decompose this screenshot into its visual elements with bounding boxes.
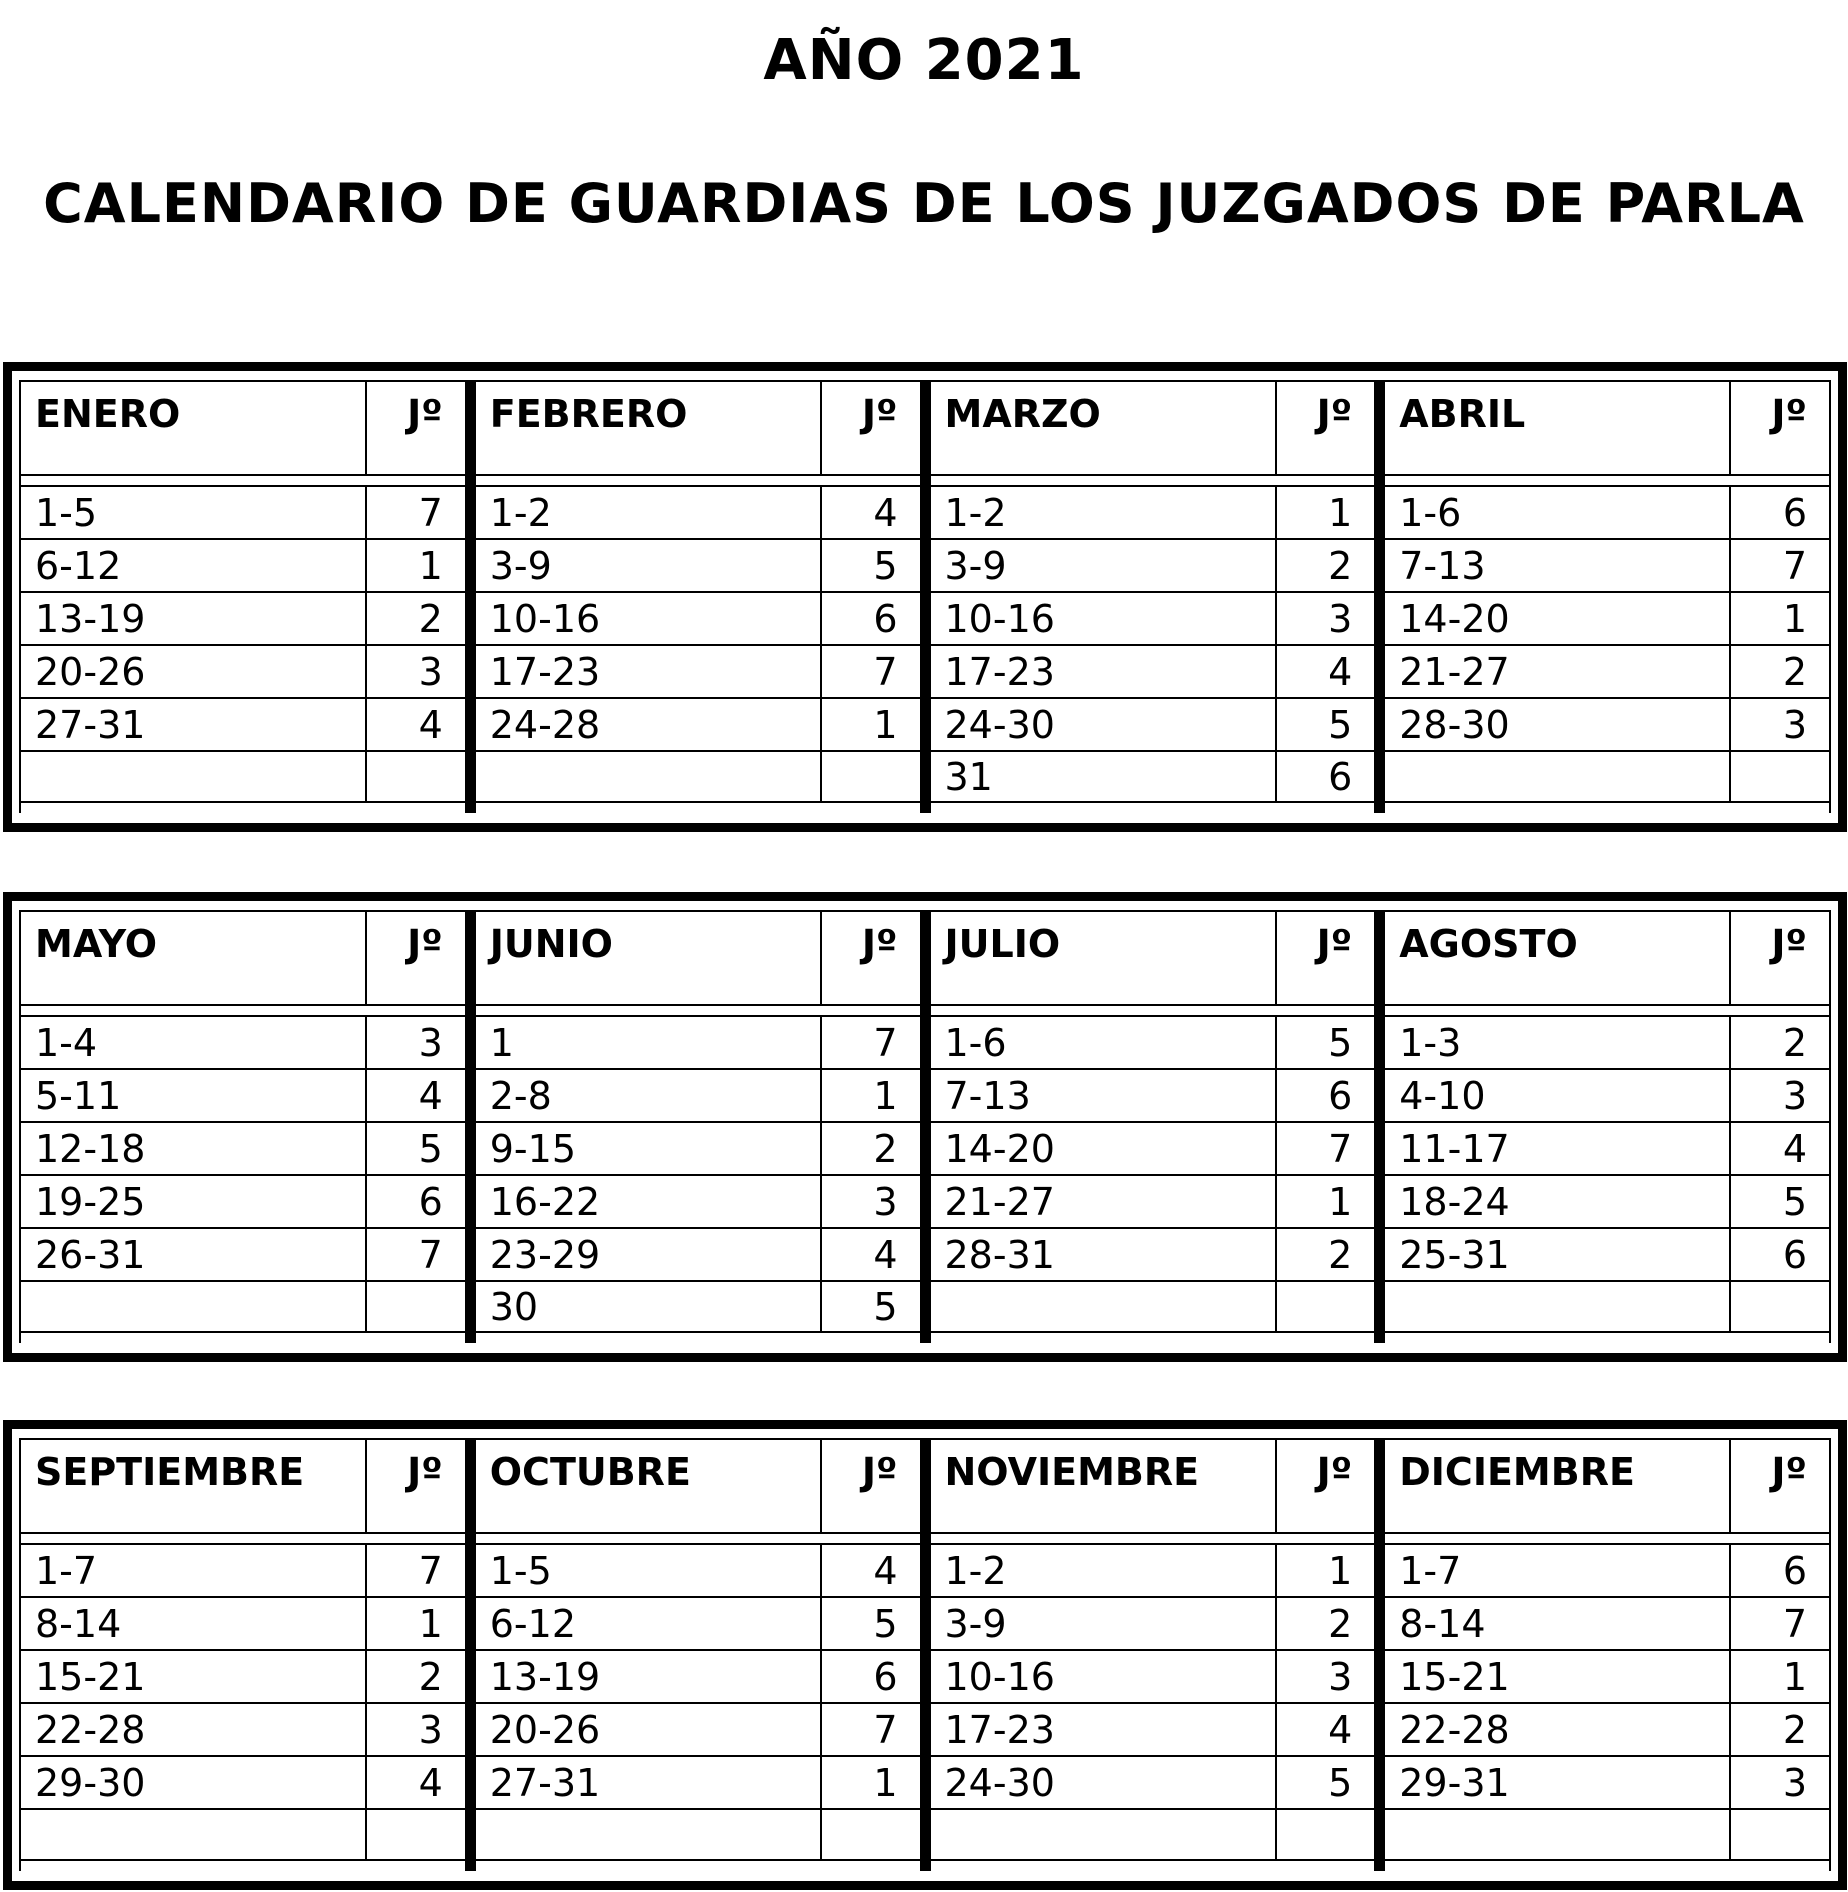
court-column-header: Jº	[1316, 392, 1353, 436]
table-row	[931, 1227, 1375, 1280]
table-row	[476, 1596, 920, 1649]
date-range-cell	[476, 1810, 822, 1859]
court-number-cell	[1277, 1282, 1375, 1331]
court-number-cell: 5	[1328, 1020, 1353, 1065]
date-range-cell: 24-30	[931, 1757, 1277, 1808]
month-table	[1385, 1438, 1831, 1871]
date-range-cell: 17-23	[931, 1704, 1277, 1755]
date-range-cell: 1-7	[1385, 1545, 1731, 1596]
court-number-cell: 3	[1328, 596, 1353, 641]
court-number-cell: 6	[418, 1179, 443, 1224]
table-row	[1385, 1649, 1829, 1702]
date-range-cell: 19-25	[21, 1176, 367, 1227]
table-row	[476, 1121, 920, 1174]
header-gap	[1385, 1534, 1829, 1543]
month-table	[19, 910, 476, 1343]
date-range-cell: 23-29	[476, 1229, 822, 1280]
table-row	[476, 1649, 920, 1702]
table-row	[1385, 538, 1829, 591]
court-number-cell	[822, 752, 920, 801]
court-number-cell: 4	[1782, 1126, 1807, 1171]
calendar-block	[3, 892, 1847, 1362]
table-row	[931, 1543, 1375, 1596]
court-number-cell: 2	[1328, 543, 1353, 588]
date-range-cell: 16-22	[476, 1176, 822, 1227]
table-row	[476, 1808, 920, 1861]
court-number-cell: 5	[1782, 1179, 1807, 1224]
header-gap	[931, 1006, 1375, 1015]
table-row	[21, 591, 465, 644]
court-number-cell: 4	[1328, 649, 1353, 694]
date-range-cell: 25-31	[1385, 1229, 1731, 1280]
date-range-cell: 30	[476, 1282, 822, 1331]
date-range-cell: 18-24	[1385, 1176, 1731, 1227]
month-table	[931, 1438, 1386, 1871]
date-range-cell: 1-4	[21, 1017, 367, 1068]
table-row	[1385, 1227, 1829, 1280]
court-number-cell: 2	[1782, 649, 1807, 694]
date-range-cell: 28-30	[1385, 699, 1731, 750]
court-number-cell: 3	[1782, 702, 1807, 747]
table-row	[1385, 1543, 1829, 1596]
table-row	[931, 1649, 1375, 1702]
court-column-header: Jº	[1771, 392, 1807, 436]
month-table	[19, 380, 476, 813]
month-header	[21, 380, 465, 476]
court-number-cell: 4	[418, 702, 443, 747]
court-number-cell: 3	[1782, 1760, 1807, 1805]
table-row	[21, 1121, 465, 1174]
table-row	[1385, 750, 1829, 803]
court-number-cell: 7	[418, 1548, 443, 1593]
court-number-cell: 3	[418, 1020, 443, 1065]
table-row	[931, 1068, 1375, 1121]
table-row	[931, 1121, 1375, 1174]
court-number-cell: 4	[418, 1760, 443, 1805]
date-range-cell: 1-5	[21, 487, 367, 538]
court-number-cell: 7	[873, 1020, 898, 1065]
date-range-cell: 7-13	[931, 1070, 1277, 1121]
court-number-cell	[1277, 1810, 1375, 1859]
table-row	[21, 1015, 465, 1068]
header-gap	[21, 1534, 465, 1543]
date-range-cell: 13-19	[21, 593, 367, 644]
date-range-cell	[21, 1810, 367, 1859]
court-number-cell: 6	[1328, 1073, 1353, 1118]
header-gap	[476, 1534, 920, 1543]
court-number-cell	[1731, 1810, 1829, 1859]
date-range-cell: 1-7	[21, 1545, 367, 1596]
court-number-cell: 7	[418, 490, 443, 535]
date-range-cell: 20-26	[21, 646, 367, 697]
page-title: CALENDARIO DE GUARDIAS DE LOS JUZGADOS DE PARLA	[43, 172, 1805, 235]
court-number-cell	[822, 1810, 920, 1859]
month-header	[1385, 1438, 1829, 1534]
court-number-cell	[367, 1810, 465, 1859]
court-number-cell: 6	[873, 596, 898, 641]
court-number-cell: 1	[1328, 1548, 1353, 1593]
date-range-cell	[476, 752, 822, 801]
table-row	[476, 1702, 920, 1755]
table-row	[931, 591, 1375, 644]
table-row	[931, 1280, 1375, 1333]
date-range-cell: 1-2	[931, 1545, 1277, 1596]
table-row	[476, 485, 920, 538]
table-row	[21, 1543, 465, 1596]
month-name: MARZO	[931, 382, 1277, 474]
court-number-cell	[1731, 752, 1829, 801]
date-range-cell: 21-27	[931, 1176, 1277, 1227]
date-range-cell: 9-15	[476, 1123, 822, 1174]
court-number-cell: 1	[873, 1760, 898, 1805]
date-range-cell: 2-8	[476, 1070, 822, 1121]
calendar-block	[3, 1420, 1847, 1890]
court-number-cell: 2	[873, 1126, 898, 1171]
court-number-cell: 1	[418, 1601, 443, 1646]
table-row	[21, 1596, 465, 1649]
table-row	[1385, 1755, 1829, 1808]
table-row	[1385, 644, 1829, 697]
court-number-cell: 7	[1782, 543, 1807, 588]
month-name: ENERO	[21, 382, 367, 474]
month-table	[19, 1438, 476, 1871]
calendar-block-inner	[19, 380, 1831, 813]
date-range-cell: 8-14	[1385, 1598, 1731, 1649]
table-row	[476, 644, 920, 697]
header-gap	[476, 1006, 920, 1015]
table-row	[21, 1227, 465, 1280]
month-table	[476, 380, 931, 813]
court-number-cell: 5	[418, 1126, 443, 1171]
month-header	[21, 910, 465, 1006]
table-row	[476, 750, 920, 803]
table-row	[1385, 485, 1829, 538]
court-number-cell	[367, 1282, 465, 1331]
date-range-cell: 3-9	[931, 1598, 1277, 1649]
court-number-cell: 1	[1328, 490, 1353, 535]
court-column-header: Jº	[861, 1450, 898, 1494]
date-range-cell: 1	[476, 1017, 822, 1068]
court-number-cell: 5	[873, 1601, 898, 1646]
header-gap	[931, 476, 1375, 485]
table-row	[1385, 1174, 1829, 1227]
table-row	[476, 1015, 920, 1068]
table-row	[931, 750, 1375, 803]
date-range-cell: 6-12	[476, 1598, 822, 1649]
court-number-cell: 3	[1782, 1073, 1807, 1118]
date-range-cell: 7-13	[1385, 540, 1731, 591]
date-range-cell: 12-18	[21, 1123, 367, 1174]
court-column-header: Jº	[861, 392, 898, 436]
date-range-cell: 20-26	[476, 1704, 822, 1755]
court-column-header: Jº	[1316, 922, 1353, 966]
court-number-cell: 6	[1782, 1232, 1807, 1277]
date-range-cell: 29-31	[1385, 1757, 1731, 1808]
table-row	[931, 1596, 1375, 1649]
table-row	[21, 697, 465, 750]
table-row	[476, 1227, 920, 1280]
court-number-cell: 6	[1782, 490, 1807, 535]
date-range-cell: 1-6	[1385, 487, 1731, 538]
court-number-cell: 1	[1782, 1654, 1807, 1699]
month-name: MAYO	[21, 912, 367, 1004]
table-row	[476, 1174, 920, 1227]
date-range-cell	[21, 1282, 367, 1331]
calendar-block-inner	[19, 1438, 1831, 1871]
table-row	[931, 1755, 1375, 1808]
court-number-cell: 1	[1328, 1179, 1353, 1224]
month-name: SEPTIEMBRE	[21, 1440, 367, 1532]
date-range-cell: 24-30	[931, 699, 1277, 750]
court-number-cell: 2	[1782, 1707, 1807, 1752]
date-range-cell: 10-16	[931, 593, 1277, 644]
date-range-cell: 8-14	[21, 1598, 367, 1649]
header-gap	[1385, 476, 1829, 485]
date-range-cell: 29-30	[21, 1757, 367, 1808]
court-number-cell: 4	[873, 1548, 898, 1593]
court-column-header: Jº	[861, 922, 898, 966]
court-number-cell: 2	[418, 596, 443, 641]
header-gap	[931, 1534, 1375, 1543]
table-row	[931, 697, 1375, 750]
court-column-header: Jº	[1771, 922, 1807, 966]
month-table	[931, 380, 1386, 813]
month-header	[476, 380, 920, 476]
table-row	[1385, 1121, 1829, 1174]
page-title-year: AÑO 2021	[763, 28, 1085, 93]
table-row	[21, 1068, 465, 1121]
month-header	[931, 1438, 1375, 1534]
court-number-cell: 6	[1328, 754, 1353, 799]
table-row	[931, 1808, 1375, 1861]
date-range-cell: 13-19	[476, 1651, 822, 1702]
header-gap	[476, 476, 920, 485]
court-number-cell: 4	[873, 1232, 898, 1277]
date-range-cell: 28-31	[931, 1229, 1277, 1280]
table-row	[931, 1174, 1375, 1227]
date-range-cell: 24-28	[476, 699, 822, 750]
table-row	[21, 1649, 465, 1702]
court-column-header: Jº	[1771, 1450, 1807, 1494]
date-range-cell: 6-12	[21, 540, 367, 591]
date-range-cell: 1-6	[931, 1017, 1277, 1068]
table-row	[21, 538, 465, 591]
table-row	[476, 1543, 920, 1596]
table-row	[1385, 697, 1829, 750]
court-number-cell: 1	[1782, 596, 1807, 641]
table-row	[931, 1015, 1375, 1068]
court-number-cell	[367, 752, 465, 801]
court-number-cell: 7	[873, 1707, 898, 1752]
table-row	[21, 1174, 465, 1227]
table-row	[21, 1280, 465, 1333]
month-table	[476, 1438, 931, 1871]
court-number-cell: 7	[418, 1232, 443, 1277]
court-number-cell: 4	[418, 1073, 443, 1118]
court-number-cell: 2	[1782, 1020, 1807, 1065]
date-range-cell: 15-21	[1385, 1651, 1731, 1702]
table-row	[1385, 1808, 1829, 1861]
table-row	[1385, 591, 1829, 644]
month-table	[476, 910, 931, 1343]
date-range-cell: 31	[931, 752, 1277, 801]
table-row	[1385, 1015, 1829, 1068]
date-range-cell: 1-2	[931, 487, 1277, 538]
date-range-cell: 15-21	[21, 1651, 367, 1702]
month-table	[1385, 380, 1831, 813]
month-name: DICIEMBRE	[1385, 1440, 1731, 1532]
month-header	[476, 910, 920, 1006]
calendar-block	[3, 362, 1847, 832]
month-table	[1385, 910, 1831, 1343]
date-range-cell: 17-23	[476, 646, 822, 697]
month-name: FEBRERO	[476, 382, 822, 474]
date-range-cell: 1-5	[476, 1545, 822, 1596]
month-name: ABRIL	[1385, 382, 1731, 474]
date-range-cell: 5-11	[21, 1070, 367, 1121]
court-number-cell: 1	[418, 543, 443, 588]
date-range-cell	[931, 1810, 1277, 1859]
month-header	[476, 1438, 920, 1534]
month-header	[21, 1438, 465, 1534]
table-row	[1385, 1280, 1829, 1333]
date-range-cell	[1385, 1282, 1731, 1331]
court-number-cell: 6	[1782, 1548, 1807, 1593]
court-number-cell: 5	[1328, 702, 1353, 747]
table-row	[476, 1280, 920, 1333]
date-range-cell: 26-31	[21, 1229, 367, 1280]
table-row	[931, 538, 1375, 591]
table-row	[931, 644, 1375, 697]
date-range-cell: 14-20	[1385, 593, 1731, 644]
date-range-cell: 3-9	[476, 540, 822, 591]
table-row	[21, 750, 465, 803]
month-name: AGOSTO	[1385, 912, 1731, 1004]
month-name: NOVIEMBRE	[931, 1440, 1277, 1532]
court-number-cell: 1	[873, 1073, 898, 1118]
header-gap	[21, 476, 465, 485]
date-range-cell: 17-23	[931, 646, 1277, 697]
table-row	[21, 644, 465, 697]
month-header	[1385, 910, 1829, 1006]
court-number-cell: 2	[1328, 1601, 1353, 1646]
court-column-header: Jº	[407, 1450, 443, 1494]
court-number-cell: 3	[1328, 1654, 1353, 1699]
table-row	[21, 485, 465, 538]
date-range-cell: 1-3	[1385, 1017, 1731, 1068]
month-header	[931, 910, 1375, 1006]
date-range-cell: 27-31	[476, 1757, 822, 1808]
table-row	[21, 1808, 465, 1861]
date-range-cell: 4-10	[1385, 1070, 1731, 1121]
month-name: OCTUBRE	[476, 1440, 822, 1532]
court-column-header: Jº	[407, 922, 443, 966]
court-number-cell: 6	[873, 1654, 898, 1699]
court-number-cell: 2	[418, 1654, 443, 1699]
date-range-cell: 10-16	[931, 1651, 1277, 1702]
court-number-cell: 5	[873, 543, 898, 588]
date-range-cell	[1385, 752, 1731, 801]
table-row	[21, 1702, 465, 1755]
table-row	[1385, 1702, 1829, 1755]
table-row	[931, 1702, 1375, 1755]
table-row	[21, 1755, 465, 1808]
date-range-cell: 22-28	[1385, 1704, 1731, 1755]
court-number-cell: 5	[1328, 1760, 1353, 1805]
month-name: JUNIO	[476, 912, 822, 1004]
table-row	[931, 485, 1375, 538]
table-row	[1385, 1596, 1829, 1649]
court-number-cell: 2	[1328, 1232, 1353, 1277]
header-gap	[21, 1006, 465, 1015]
court-number-cell: 7	[1782, 1601, 1807, 1646]
date-range-cell: 1-2	[476, 487, 822, 538]
month-header	[931, 380, 1375, 476]
court-number-cell: 1	[873, 702, 898, 747]
date-range-cell: 27-31	[21, 699, 367, 750]
calendar-block-inner	[19, 910, 1831, 1343]
court-number-cell: 3	[873, 1179, 898, 1224]
date-range-cell	[21, 752, 367, 801]
table-row	[476, 1755, 920, 1808]
court-number-cell: 4	[873, 490, 898, 535]
date-range-cell	[1385, 1810, 1731, 1859]
court-column-header: Jº	[407, 392, 443, 436]
header-gap	[1385, 1006, 1829, 1015]
table-row	[1385, 1068, 1829, 1121]
court-number-cell: 5	[873, 1284, 898, 1329]
table-row	[476, 697, 920, 750]
court-column-header: Jº	[1316, 1450, 1353, 1494]
month-table	[931, 910, 1386, 1343]
date-range-cell: 14-20	[931, 1123, 1277, 1174]
court-number-cell: 4	[1328, 1707, 1353, 1752]
date-range-cell: 3-9	[931, 540, 1277, 591]
court-number-cell: 7	[1328, 1126, 1353, 1171]
month-header	[1385, 380, 1829, 476]
court-number-cell	[1731, 1282, 1829, 1331]
date-range-cell	[931, 1282, 1277, 1331]
month-name: JULIO	[931, 912, 1277, 1004]
date-range-cell: 22-28	[21, 1704, 367, 1755]
court-number-cell: 7	[873, 649, 898, 694]
table-row	[476, 538, 920, 591]
court-number-cell: 3	[418, 649, 443, 694]
date-range-cell: 21-27	[1385, 646, 1731, 697]
date-range-cell: 11-17	[1385, 1123, 1731, 1174]
court-number-cell: 3	[418, 1707, 443, 1752]
table-row	[476, 591, 920, 644]
date-range-cell: 10-16	[476, 593, 822, 644]
table-row	[476, 1068, 920, 1121]
